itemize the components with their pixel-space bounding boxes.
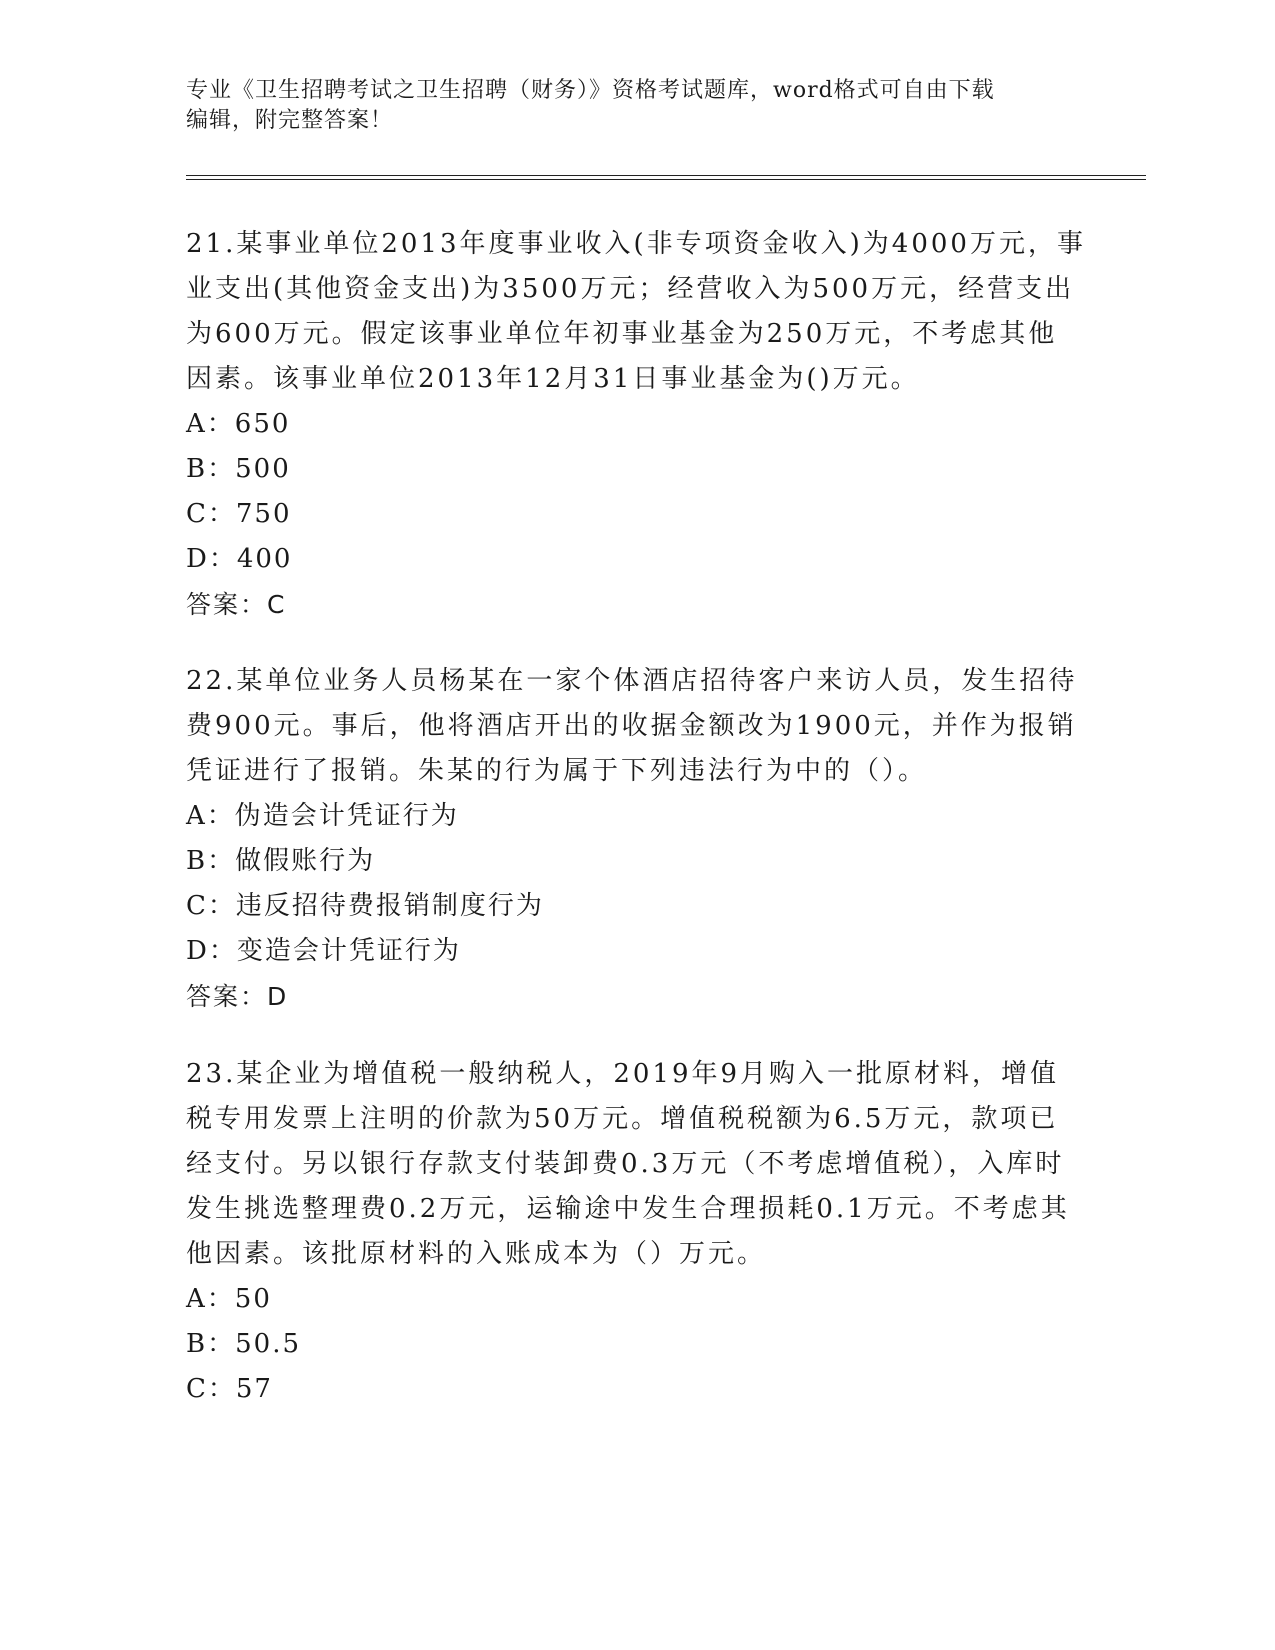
answer-line: 答案：D: [186, 982, 289, 1011]
question-stem: 22.某单位业务人员杨某在一家个体酒店招待客户来访人员，发生招待费900元。事后，他将酒店开出的收据金额改为1900元，并作为报销凭证进行了报销。朱某的行为属于下列违法行为中的（）。: [186, 666, 1078, 786]
header-line-2: 编辑，附完整答案！: [186, 108, 394, 133]
option-a: A：伪造会计凭证行为: [186, 801, 459, 831]
header-divider: [186, 175, 1146, 180]
question-21: [186, 222, 1086, 627]
header-line-1: 专业《卫生招聘考试之卫生招聘（财务）》资格考试题库，word格式可自由下载: [186, 78, 995, 103]
option-d: D：变造会计凭证行为: [186, 936, 461, 966]
option-b: B：做假账行为: [186, 846, 376, 876]
option-c: C：57: [186, 1374, 273, 1404]
option-b: B：500: [186, 454, 291, 484]
option-b: B：50.5: [186, 1329, 301, 1359]
document-header: [186, 76, 1066, 136]
question-23: [186, 1052, 1086, 1412]
option-d: D：400: [186, 544, 293, 574]
option-a: A：650: [186, 409, 291, 439]
answer-line: 答案：C: [186, 590, 287, 619]
question-stem: 23.某企业为增值税一般纳税人，2019年9月购入一批原材料，增值税专用发票上注明的价款为50万元。增值税税额为6.5万元，款项已经支付。另以银行存款支付装卸费0.3万元（不考虑增值税），入库时发生挑选整理费0.2万元，运输途中发生合理损耗0.1万元。不考虑其他因素。该批原材料的入账成本为（）万元。: [186, 1059, 1070, 1269]
option-a: A：50: [186, 1284, 272, 1314]
option-c: C：750: [186, 499, 292, 529]
option-c: C：违反招待费报销制度行为: [186, 891, 544, 921]
question-22: [186, 659, 1086, 1019]
question-stem: 21.某事业单位2013年度事业收入(非专项资金收入)为4000万元，事业支出(其他资金支出)为3500万元；经营收入为500万元，经营支出为600万元。假定该事业单位年初事业基金为250万元，不考虑其他因素。该事业单位2013年12月31日事业基金为()万元。: [186, 229, 1086, 394]
